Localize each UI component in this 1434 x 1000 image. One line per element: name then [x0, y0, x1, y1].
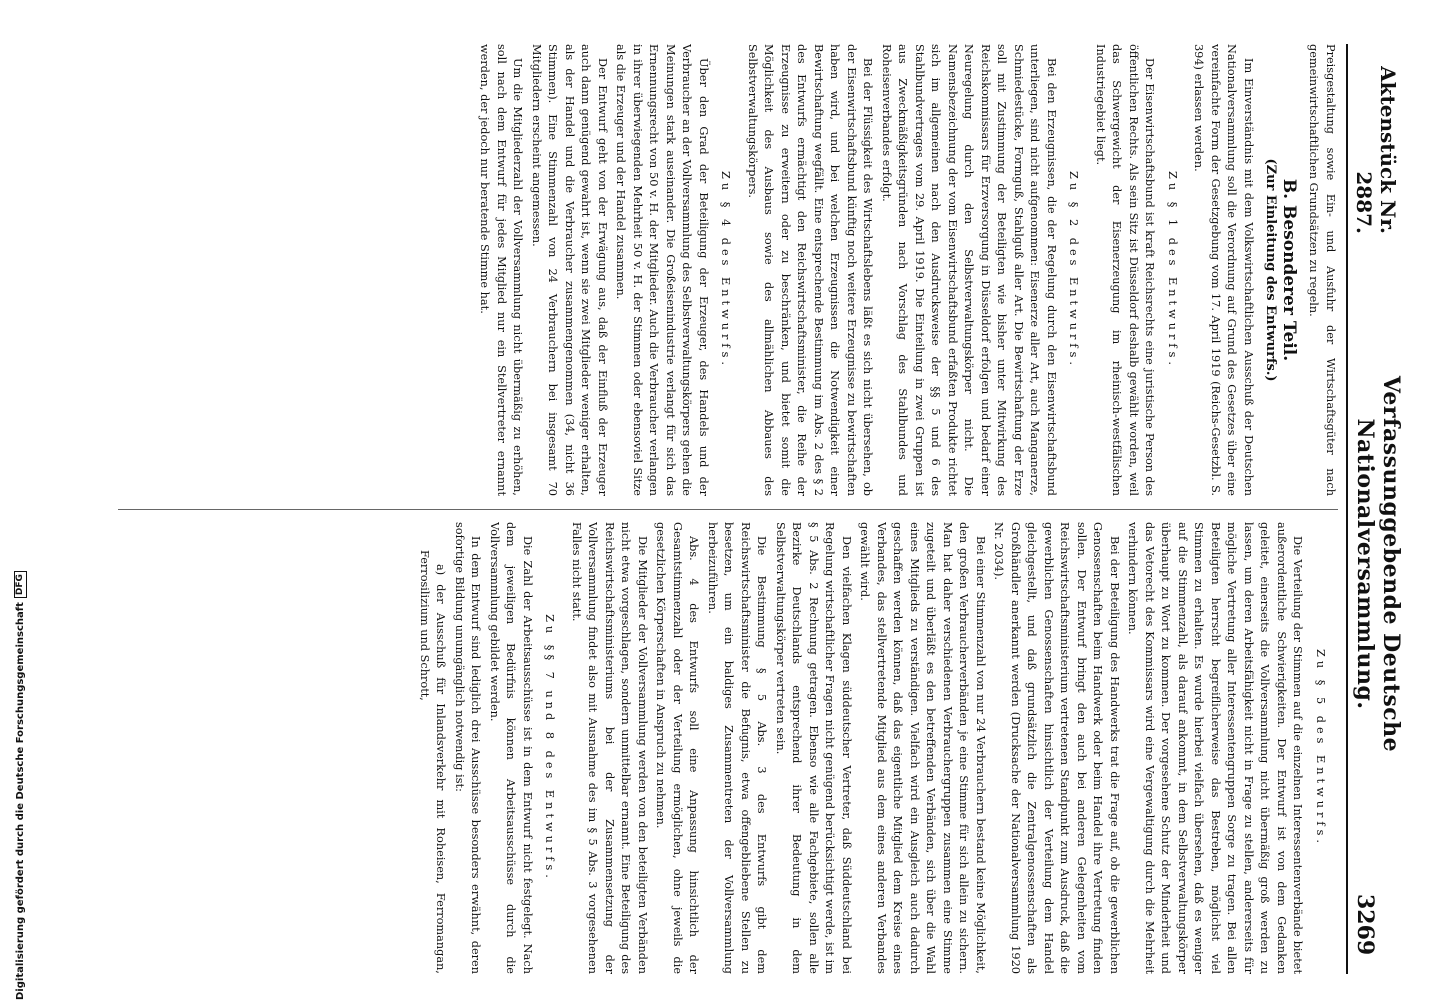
paragraph: Im Einverständnis mit dem Volkswirtschaftlichen Ausschuß der Deutschen Nationalversammlung soll die Verordnung auf Grund des Gesetzes über eine vereinfachte Form der Gesetzgebung vom 17. April 1919 (Reichs-Gesetzbl. S. 394) erlassen werden. — [1192, 44, 1255, 496]
section-heading: Zu §§ 7 und 8 des Entwurfs. — [543, 614, 557, 882]
paragraph: Die Mitglieder der Vollversammlung werden von den beteiligten Verbänden nicht etwa vorgeschlagen, sondern unmittelbar ernannt. Eine Beteiligung des Reichswirtschaftsministeriums bei der Zusammensetzung der Vollversammlung findet also mit Ausnahme des im § 5 Abs. 3 vorgesehenen Falles nicht statt. — [570, 522, 649, 974]
section-heading: Zu § 2 des Entwurfs. — [1067, 170, 1081, 370]
page-number: 3269 — [1352, 894, 1378, 956]
paragraph: Die Verteilung der Stimmen auf die einzelnen Interessentenverbände bietet außerordentliche Schwierigkeiten. Der Entwurf ist von dem Gedanken geleitet, einerseits die Vollversammlung nicht übermäßig groß werden zu lassen, um deren Arbeitsfähigkeit nicht in Frage zu stellen, andererseits für mögliche Vertretung aller Interessentengruppen Sorge zu tragen. Bei allen Beteiligten herrscht begreiflicherweise das Bestreben, möglichst viel Stimmen zu erhalten. Es wurde hierbei vielfach übersehen, daß es weniger auf die Stimmenzahl, als darauf ankommt, in dem Selbstverwaltungskörper überhaupt zu Wort zu kommen. Der vorgesehene Schutz der Minderheit und das Vetorecht des Kommissars wird eine Vergewaltigung durch die Mehrheit verhindern können. — [1126, 522, 1305, 974]
paragraph: Den vielfachen Klagen süddeutscher Vertreter, daß Süddeutschland bei Regelung wirtschaftlicher Fragen nicht genügend berücksichtigt werde, ist im § 5 Abs. 2 Rechnung getragen. Ebenso wie alle Fachgebiete, sollen alle Bezirke Deutschlands entsprechend ihrer Bedeutung in dem Selbstverwaltungskörper vertreten sein. — [774, 522, 853, 974]
paragraph: Preisgestaltung sowie Ein- und Ausfuhr der Wirtschaftsgüter nach gemeinwirtschaftlichen Grundsätzen zu regeln. — [1307, 44, 1337, 496]
paragraph: Um die Mitgliederzahl der Vollversammlung nicht übermäßig zu erhöhen, soll nach dem Entwurf für jedes Mitglied nur ein Stellvertreter ernannt werden, der jedoch nur beratende Stimme hat. — [478, 44, 525, 496]
part-heading: B. Besonderer Teil. — [1279, 178, 1299, 362]
column-right — [118, 522, 1338, 974]
document-reference: Aktenstück Nr. 2887. — [1352, 66, 1400, 234]
running-title: Verfassunggebende Deutsche Nationalversammlung. — [1352, 375, 1404, 753]
document-page — [102, 44, 1404, 974]
digitization-credit — [14, 571, 27, 1000]
paragraph: Der Eisenwirtschaftsbund ist kraft Reichsrechts eine juristische Person des öffentlichen Rechts. Als sein Sitz ist Düsseldorf deshalb gewählt worden, weil das Schwergewicht der Eisenerzeugung im rheinisch-westfälischen Industriegebiet liegt. — [1094, 44, 1157, 496]
section-heading: Zu § 5 des Entwurfs. — [1314, 648, 1327, 848]
paragraph: Die Zahl der Arbeitsausschüsse ist in dem Entwurf nicht festgelegt. Nach dem jeweiligen Bedürfnis können Arbeitsausschüsse durch die Vollversammlung gebildet werden. — [488, 522, 534, 974]
column-divider — [118, 509, 1338, 510]
page-header — [1346, 44, 1404, 974]
dfg-logo: DFG — [14, 571, 27, 598]
paragraph: Abs. 4 des Entwurfs soll eine Anpassung hinsichtlich der Gesamtstimmenzahl oder der Verteilung ermöglichen, ohne jeweils die gesetzlichen Körperschaften in Anspruch zu nehmen. — [654, 522, 701, 974]
paragraph: Bei den Erzeugnissen, die der Regelung durch den Eisenwirtschaftsbund unterliegen, sind nicht aufgenommen: Eisenerze aller Art, auch Manganerze, Schmiedestücke, Formguß, Stahlguß aller Art. Die Bewirtschaftung der Erze soll mit Zustimmung der Beteiligten wie bisher unter Mitwirkung des Reichskommissars für Erzversorgung in Düsseldorf erfolgen und bedarf einer Neuregelung durch den Selbstverwaltungskörper nicht. Die Namensbezeichnung der vom Eisenwirtschaftsbund erfaßten Produkte richtet sich im allgemeinen nach den Ausdrucksweise der §§ 5 und 6 des Stahlbundvertrages vom 29. April 1919. Die Einteilung in zwei Gruppen ist aus Zweckmäßigkeitsgründen nach Vorschlag des Stahlbundes und Roheisenverbandes erfolgt. — [880, 44, 1058, 496]
paragraph: Über den Grad der Beteiligung der Erzeuger, des Handels und der Verbraucher an der Vollversammlung des Selbstverwaltungskörpers gehen die Meinungen stark auseinander. Die Großeisenindustrie verlangt für sich das Ernennungsrecht von 50 v. H. der Mitglieder. Auch die Verbraucher verlangen in ihrer überwiegenden Mehrheit 50 v. H. der Stimmen oder ebensoviel Sitze als die Erzeuger und der Handel zusammen. — [614, 44, 710, 496]
section-heading: Zu § 1 des Entwurfs. — [1166, 170, 1179, 370]
paragraph: Der Entwurf geht von der Erwägung aus, daß der Einfluß der Erzeuger auch dann genügend gewahrt ist, wenn sie zwei Mitglieder weniger erhalten, als der Handel und die Verbraucher zusammengenommen (34, nicht 36 Stimmen). Eine Stimmenzahl von 24 Verbrauchern bei insgesamt 70 Mitgliedern erscheint angemessen. — [530, 44, 609, 496]
list-item: a) der Ausschuß für Inlandsverkehr mit Roheisen, Ferromangan, Ferrosilizium und Schrott, — [418, 550, 448, 974]
section-heading: Zu § 4 des Entwurfs. — [719, 170, 733, 370]
paragraph: Die Bestimmung § 5 Abs. 3 des Entwurfs gibt dem Reichswirtschaftsminister die Befugnis, etwa offengebliebene Stellen zu besetzen, um ein baldiges Zusammentreten der Vollversammlung herbeizuführen. — [706, 522, 769, 974]
credit-text: Digitalisierung gefördert durch die Deutsche Forschungsgemeinschaft — [15, 602, 26, 1000]
paragraph: Bei der Flüssigkeit des Wirtschaftslebens läßt es sich nicht übersehen, ob der Eisenwirtschaftsbund künftig noch weitere Erzeugnisse zu bewirtschaften haben wird, und bei welchen Erzeugnissen die Notwendigkeit einer Bewirtschaftung wegfällt. Eine entsprechende Bestimmung im Abs. 2 des § 2 des Entwurfs ermächtigt den Reichswirtschaftsminister, die Reihe der Erzeugnisse zu erweitern oder zu beschränken, und bietet somit die Möglichkeit des Ausbaus sowie des allmählichen Abbaues des Selbstverwaltungskörpers. — [746, 44, 875, 496]
paragraph: Bei einer Stimmenzahl von nur 24 Verbrauchern bestand keine Möglichkeit, den großen Verbraucherverbänden je eine Stimme für sich allein zu sichern. Man hat daher verschiedenen Verbrauchergruppen zusammen eine Stimme zugeteilt und überläßt es den betreffenden Verbänden, sich über die Wahl eines Mitglieds zu verständigen. Vielfach wird ein Ausgleich auch dadurch geschaffen werden können, daß das eigentliche Mitglied dem Kreise eines Verbandes, das stellvertretende Mitglied aus dem eines anderen Verbandes gewählt wird. — [858, 522, 987, 974]
paragraph: Bei der Beteiligung des Handwerks trat die Frage auf, ob die gewerblichen Genossenschaften beim Handwerk oder beim Handel ihre Vertretung finden sollen. Der Entwurf bringt den auch bei anderen Gelegenheiten vom Reichswirtschaftsministerium vertretenen Standpunkt zum Ausdruck, daß die gewerblichen Genossenschaften hinsichtlich der Verteilung dem Handel gleichgestellt, und daß grundsätzlich die Zentralgenossenschaften als Großhändler anerkannt werden (Drucksache der Nationalversammlung 1920 Nr. 2034). — [992, 522, 1121, 974]
paragraph: In dem Entwurf sind lediglich drei Ausschüsse besonders erwähnt, deren sofortige Bildung unumgänglich notwendig ist: — [453, 522, 483, 974]
part-subheading: (Zur Einleitung des Entwurfs.) — [1263, 158, 1279, 382]
column-left — [118, 44, 1338, 496]
